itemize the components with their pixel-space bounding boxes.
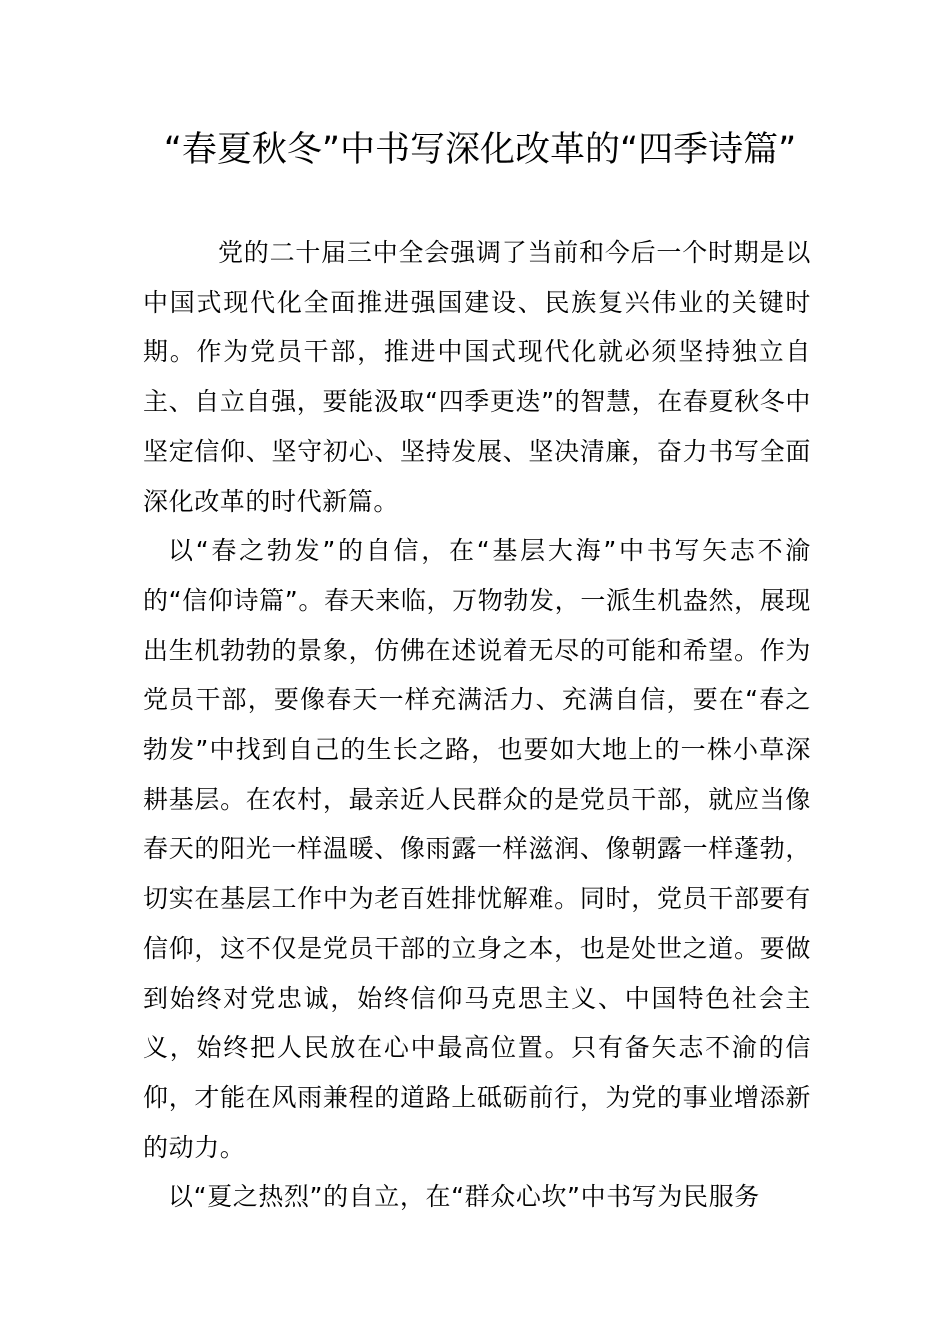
document-body [143,228,811,1222]
document-title: “春夏秋冬”中书写深化改革的“四季诗篇” [163,130,797,170]
paragraph-summer: 以“夏之热烈”的自立，在“群众心坎”中书写为民服务 [168,1182,760,1212]
paragraph-spring: 以“春之勃发”的自信，在“基层大海”中书写矢志不渝的“信仰诗篇”。春天来临，万物勃发，一派生机盎然，展现出生机勃勃的景象，仿佛在述说着无尽的可能和希望。作为党员干部，要像春天一样充满活力、充满自信，要在“春之勃发”中找到自己的生长之路，也要如大地上的一株小草深耕基层。在农村，最亲近人民群众的是党员干部，就应当像春天的阳光一样温暖、像雨露一样滋润、像朝露一样蓬勃，切实在基层工作中为老百姓排忧解难。同时，党员干部要有信仰，这不仅是党员干部的立身之本，也是处世之道。要做到始终对党忠诚，始终信仰马克思主义、中国特色社会主义，始终把人民放在心中最高位置。只有备矢志不渝的信仰，才能在风雨兼程的道路上砥砺前行，为党的事业增添新的动力。 [143,536,811,1162]
paragraph-intro: 党的二十届三中全会强调了当前和今后一个时期是以中国式现代化全面推进强国建设、民族复兴伟业的关键时期。作为党员干部，推进中国式现代化就必须坚持独立自主、自立自强，要能汲取“四季更迭”的智慧，在春夏秋冬中坚定信仰、坚守初心、坚持发展、坚决清廉，奋力书写全面深化改革的时代新篇。 [143,238,811,516]
